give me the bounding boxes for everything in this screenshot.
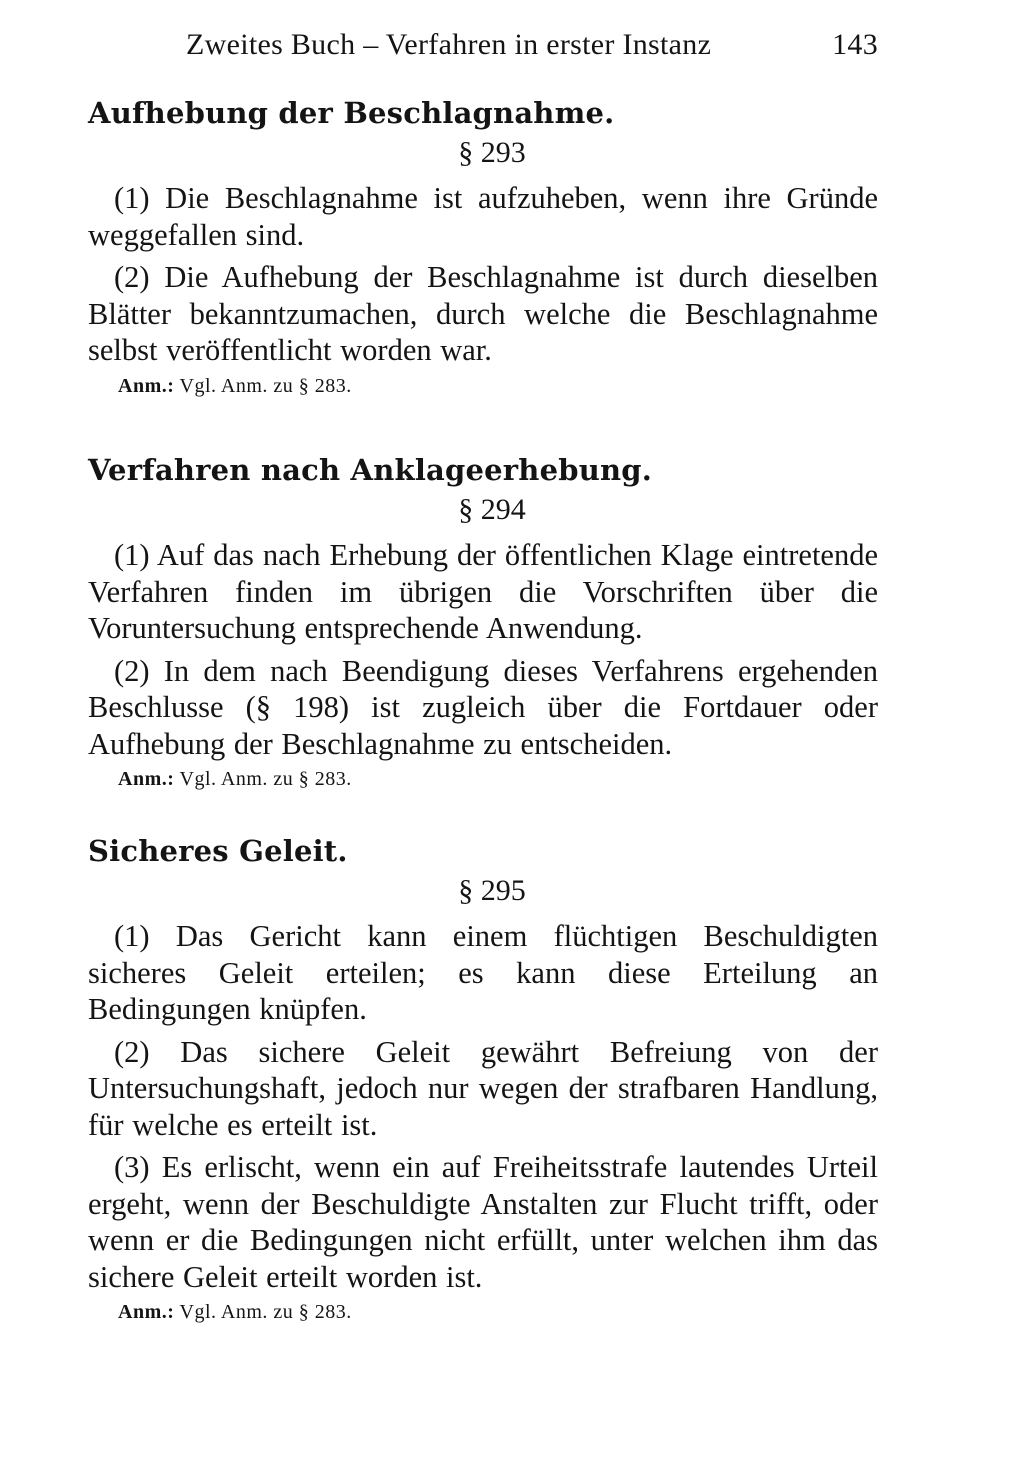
paragraph-text: (2) In dem nach Beendigung dieses Verfahrens ergehenden Beschlusse (§ 198) ist zugleich über die Fortdauer oder Aufhebung der Beschlagnahme zu entscheiden.: [88, 653, 878, 761]
running-head-title: Zweites Buch – Verfahren in erster Instanz: [186, 28, 712, 61]
paragraph-sign: § 295: [458, 874, 526, 907]
section-heading: Sicheres Geleit.: [88, 834, 348, 868]
section-heading: Verfahren nach Anklageerhebung.: [88, 453, 653, 487]
paragraph-text: (1) Auf das nach Erhebung der öffentlichen Klage eintretende Verfahren finden im übrigen die Vorschriften über die Voruntersuchung entsprechende Anwendung.: [88, 538, 878, 645]
paragraph-text: (3) Es erlischt, wenn ein auf Freiheitsstrafe lautendes Urteil ergeht, wenn der Beschuldigte Anstalten zur Flucht trifft, oder wenn er die Bedingungen nicht erfüllt, unter welchen ihm das sichere Geleit erteilt worden ist.: [88, 1150, 878, 1294]
annotation: [118, 1301, 878, 1324]
paragraph-text: (2) Das sichere Geleit gewährt Befreiung von der Untersuchungshaft, jedoch nur wegen der strafbaren Handlung, für welche es erteilt ist.: [88, 1034, 878, 1142]
running-head: [88, 28, 878, 72]
annotation-text: Vgl. Anm. zu § 283.: [179, 768, 352, 790]
annotation-label: Anm.:: [118, 768, 175, 790]
paragraph-text: (1) Das Gericht kann einem flüchtigen Beschuldigten sicheres Geleit erteilen; es kann diese Erteilung an Bedingungen knüpfen.: [88, 919, 878, 1026]
annotation: [118, 375, 878, 398]
page-number: 143: [832, 28, 878, 61]
section-294: [88, 453, 878, 791]
paragraph-sign: § 293: [458, 136, 526, 169]
annotation-text: Vgl. Anm. zu § 283.: [179, 1301, 352, 1323]
annotation-text: Vgl. Anm. zu § 283.: [179, 374, 352, 397]
section-heading: Aufhebung der Beschlagnahme.: [88, 96, 615, 130]
section-293: [88, 96, 878, 398]
paragraph-text: (2) Die Aufhebung der Beschlagnahme ist durch dieselben Blätter bekanntzumachen, durch welche die Beschlagnahme selbst veröffentlicht worden war.: [88, 260, 878, 367]
annotation: [118, 768, 878, 791]
paragraph-sign: § 294: [458, 493, 526, 526]
annotation-label: Anm.:: [118, 1301, 175, 1323]
section-295: [88, 834, 878, 1324]
page: [88, 28, 878, 72]
annotation-label: Anm.:: [118, 374, 175, 397]
paragraph-text: (1) Die Beschlagnahme ist aufzuheben, wenn ihre Gründe weggefallen sind.: [88, 181, 878, 252]
